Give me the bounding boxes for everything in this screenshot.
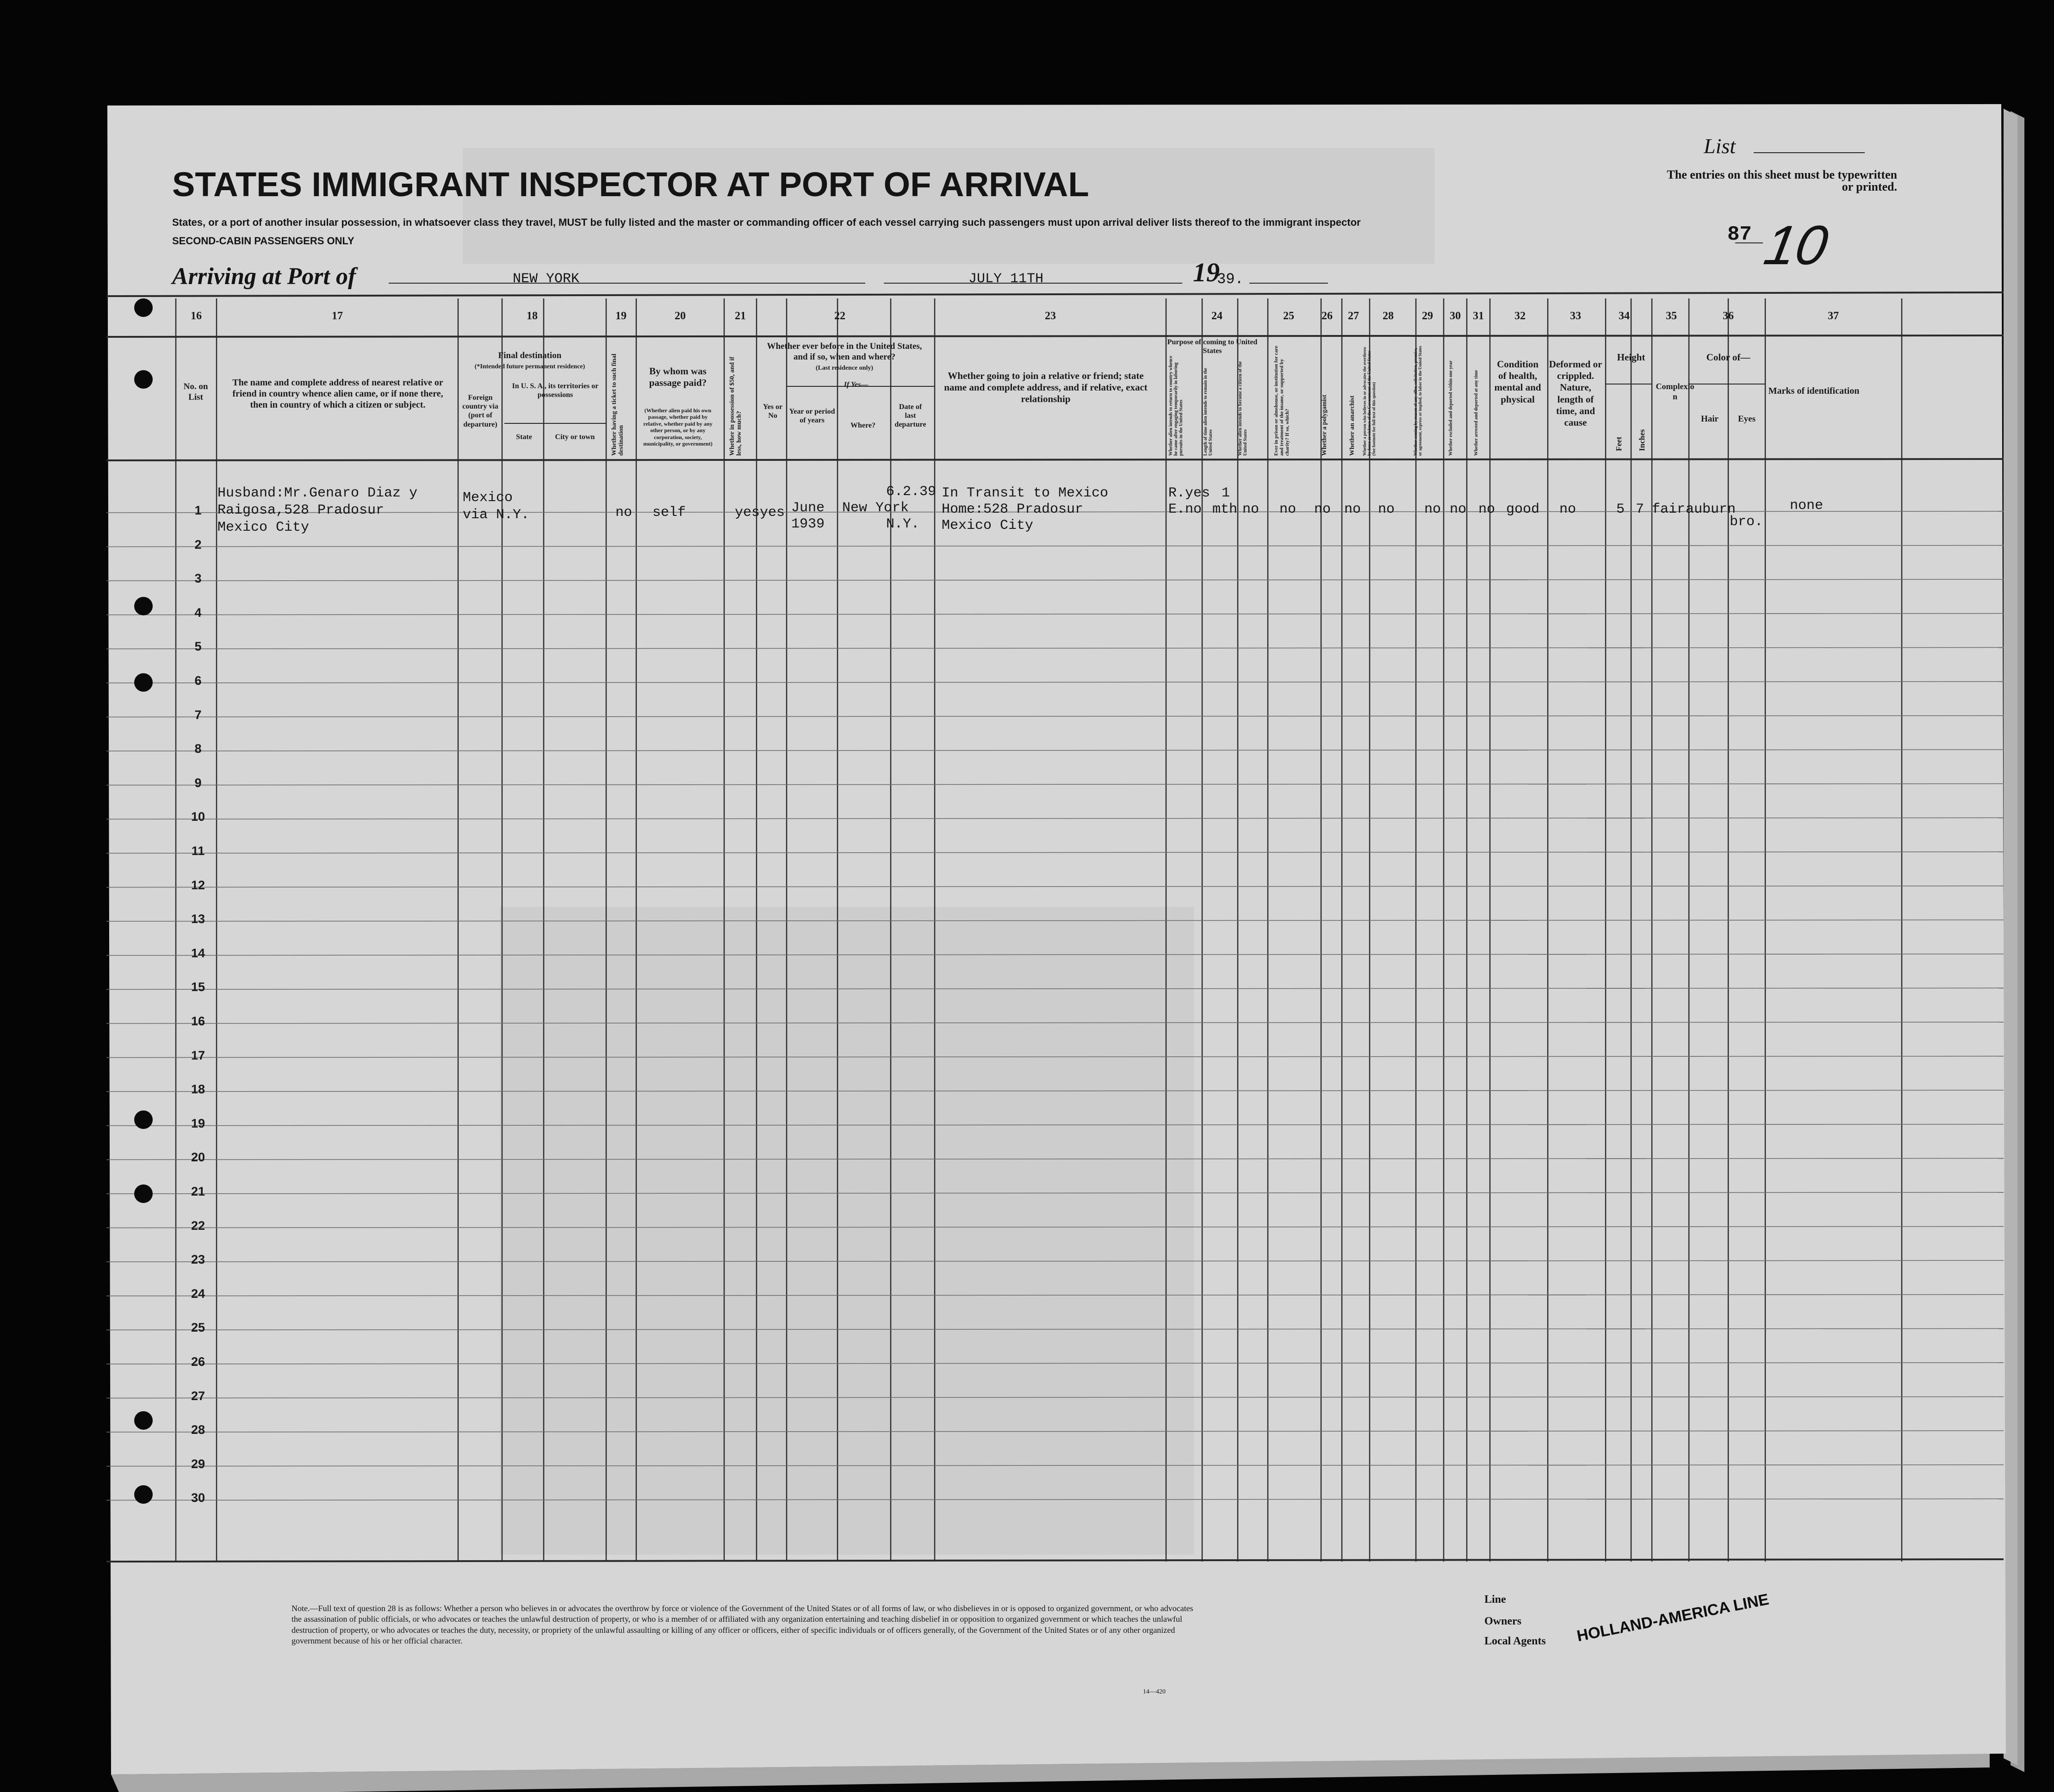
ever-before-value: yes (760, 505, 785, 521)
col36-hair-header: Hair (1701, 414, 1719, 424)
col37-header: Marks of identification (1768, 386, 1860, 396)
col19-header: Whether having a ticket to such final destination (611, 353, 625, 456)
relative-line-3: Mexico City (217, 520, 310, 535)
where-line-1: New York (842, 500, 909, 516)
row-number: 4 (194, 605, 202, 620)
year-prefix: 19 (1193, 257, 1220, 287)
line-label: Line (1484, 1594, 1506, 1606)
col27-header: Whether an anarchist (1349, 395, 1356, 456)
foreign-country-2: via N.Y. (463, 507, 530, 523)
local-agents-label: Local Agents (1484, 1635, 1546, 1647)
page-subtitle: States, or a port of another insular possession, in whatsoever class they travel, MUST be fully listed and the master or commanding officer of each vessel carrying such passengers must upon arrival deliver lists thereof to the immigrant inspector (172, 217, 1361, 228)
q29-value: no (1424, 502, 1441, 517)
col18-foreign-header: Foreign country via (port of departure) (462, 394, 498, 428)
feet-value: 5 (1616, 502, 1625, 517)
column-number: 26 (1322, 310, 1333, 322)
row-number: 15 (191, 980, 205, 994)
last-departure-value: 6.2.39 (886, 484, 937, 500)
join-line-1: In Transit to Mexico (942, 485, 1109, 501)
col24-return-header: Whether alien intends to return to country whence he came after engaging temporarily in laboring pursuits in the United States (1168, 355, 1184, 456)
col30-header: Whether excluded and deported within one year (1448, 360, 1453, 456)
punch-hole (134, 370, 153, 389)
column-number: 28 (1383, 310, 1394, 322)
row-number: 23 (191, 1253, 205, 1267)
date-value: JULY 11TH (968, 271, 1044, 287)
col23-header: Whether going to join a relative or friend; state name and complete address, and if relative, exact relationship (944, 370, 1148, 405)
column-number: 29 (1422, 310, 1433, 322)
column-number: 33 (1570, 310, 1581, 322)
row-number: 13 (191, 912, 205, 926)
marks-value: none (1790, 498, 1824, 514)
col36-title: Color of— (1706, 352, 1750, 363)
footnote: Note.—Full text of question 28 is as follows: Whether a person who believes in or advocates the overthrow by force or violence of the Government of the United States or of all forms of law, or who disbelieves in or is opposed to organized government, or who advocates the assassination of public officials, or who advocates or teaches the unlawful destruction of property, or who is a member of or affiliated with any organization entertaining and teaching disbelief in or opposition to organized government or which teaches the unlawful destruction of property, or who advocates or teaches the duty, necessity, or propriety of the unlawful assaulting or killing of any officer or officers, either of specific individuals or of officers generally, of the Government of the United States or of any other organized government because of his or her official character. (292, 1604, 1193, 1646)
col22-subtitle: (Last residence only) (815, 365, 874, 372)
column-number: 34 (1619, 310, 1630, 322)
punch-hole (134, 298, 153, 317)
join-line-2: Home:528 Pradosur (942, 502, 1084, 517)
where-line-2: N.Y. (886, 516, 920, 532)
column-number: 18 (527, 310, 538, 322)
row-number: 16 (191, 1014, 205, 1028)
column-number: 16 (191, 310, 202, 322)
row-number: 17 (191, 1048, 205, 1062)
row-number: 27 (191, 1389, 205, 1403)
row-number: 2 (194, 537, 202, 552)
col22-title: Whether ever before in the United States, and if so, when and where? (767, 341, 922, 362)
column-number: 24 (1211, 310, 1222, 322)
form-number: 14—420 (1143, 1688, 1166, 1695)
column-number: 25 (1283, 310, 1294, 322)
col22-where-header: Where? (850, 422, 875, 429)
deformed-value: no (1559, 502, 1576, 517)
col28-header: Whether a person who believes in or advocates the overthrow by force or violence of the Government of the United States (See footnote for full text of this question) (1362, 347, 1376, 456)
row-number: 28 (191, 1423, 205, 1437)
col36-eyes-header: Eyes (1738, 414, 1756, 424)
hair-value: auburn (1686, 502, 1736, 517)
line-stamp: HOLLAND-AMERICA LINE (1575, 1590, 1770, 1645)
column-number: 30 (1450, 310, 1461, 322)
column-number: 20 (675, 310, 686, 322)
q30-value: no (1450, 502, 1467, 517)
col18-subtitle: (*Intended future permanent residence) (474, 363, 585, 370)
row-number: 7 (194, 707, 202, 722)
foreign-country-1: Mexico (463, 490, 513, 506)
typewritten-note: The entries on this sheet must be typewritten or printed. (1667, 168, 1897, 193)
col18-usa-header: In U. S. A., its territories or possessions (512, 382, 599, 399)
eyes-value: bro. (1730, 514, 1763, 530)
list-label: List (1704, 134, 1736, 158)
anarchist-value: no (1344, 502, 1361, 517)
row-number: 5 (194, 639, 202, 654)
punch-hole (134, 1485, 153, 1504)
col24-citizen-header: Whether alien intends to become a citizen of the United States (1238, 361, 1248, 456)
column-number: 32 (1514, 310, 1526, 322)
sheet-number: 87 (1727, 223, 1752, 246)
period-line-2: 1939 (791, 516, 825, 532)
row-number: 22 (191, 1218, 205, 1233)
col24-title: Purpose of coming to United States (1167, 338, 1258, 355)
punch-hole (134, 1110, 153, 1129)
column-number: 19 (615, 310, 627, 322)
arriving-label: Arriving at Port of (172, 263, 356, 290)
punch-hole (134, 673, 153, 692)
column-number: 27 (1348, 310, 1359, 322)
col18-title: Final destination (498, 351, 562, 360)
row-number: 26 (191, 1355, 205, 1369)
col17-header: The name and complete address of nearest relative or friend in country whence alien came, or if none there, then in country of which a citizen or subject. (232, 378, 443, 410)
join-line-3: Mexico City (942, 518, 1034, 533)
row-number: 9 (194, 775, 202, 790)
col20-header: By whom was passage paid? (649, 366, 707, 389)
col32-header: Condition of health, mental and physical (1494, 359, 1541, 405)
length-line-1: 1 (1222, 485, 1230, 501)
cabin-class: SECOND-CABIN PASSENGERS ONLY (172, 235, 354, 247)
row-number: 3 (194, 571, 202, 586)
prison-value: no (1279, 502, 1297, 517)
polygamist-value: no (1314, 502, 1331, 517)
citizen-value: no (1242, 502, 1260, 517)
row-number: 29 (191, 1457, 205, 1471)
column-number: 22 (834, 310, 845, 322)
col31-header: Whether arrested and deported at any time (1474, 370, 1479, 456)
col21-header: Whether in possession of $50, and if less, how much? (729, 356, 743, 456)
col26-header: Whether a polygamist (1321, 395, 1328, 456)
row-number: 10 (191, 810, 205, 824)
row-number: 24 (191, 1286, 205, 1301)
col16-header: No. on List (183, 382, 208, 402)
passage-paid-value: self (652, 505, 686, 521)
purpose-line-1: R.yes (1168, 485, 1210, 501)
purpose-line-2: E.no (1168, 502, 1202, 517)
port-value: NEW YORK (513, 271, 580, 287)
year-suffix: 39. (1217, 271, 1244, 288)
complexion-value: fair (1652, 502, 1686, 517)
q28-value: no (1378, 502, 1395, 517)
row-number: 18 (191, 1082, 205, 1097)
row-number: 6 (194, 674, 202, 688)
col35-header: Complexion (1656, 382, 1694, 401)
row-number: 11 (191, 844, 205, 858)
row-number: 30 (191, 1491, 205, 1505)
health-value: good (1506, 502, 1540, 517)
row-number: 25 (191, 1321, 205, 1335)
col22-ifyes: If Yes— (844, 381, 869, 389)
relative-line-1: Husband:Mr.Genaro Diaz y (217, 485, 418, 501)
column-number: 37 (1828, 310, 1839, 322)
row-number: 19 (191, 1116, 205, 1130)
col34-feet-header: Feet (1614, 436, 1623, 451)
col22-yesno-header: Yes or No (763, 403, 783, 420)
col29-header: Whether coming by reason of any offer, solicitation, promise, or agreement, express or implied, to labor in the United States (1413, 346, 1422, 456)
row-number: 14 (191, 946, 205, 960)
column-number: 31 (1473, 310, 1484, 322)
column-number: 21 (735, 310, 746, 322)
punch-hole (134, 597, 153, 615)
relative-line-2: Raigosa,528 Pradosur (217, 502, 385, 518)
column-number: 23 (1045, 310, 1056, 322)
length-line-2: mth (1212, 502, 1238, 517)
row-number: 1 (194, 503, 202, 517)
inches-value: 7 (1636, 502, 1644, 517)
col18-city-header: City or town (555, 433, 595, 441)
column-number: 36 (1723, 310, 1734, 322)
period-line-1: June (791, 500, 825, 516)
col22-date-header: Date of last departure (894, 403, 926, 429)
column-number: 17 (332, 310, 343, 322)
col20-note: (Whether alien paid his own passage, whether paid by relative, whether paid by any other person, or by any corporation, society, municipality, or government) (643, 407, 713, 447)
col18-state-header: State (516, 433, 532, 441)
row-number: 20 (191, 1150, 205, 1165)
list-number: 10 (1760, 214, 1833, 276)
punch-hole (134, 1411, 153, 1430)
col34-title: Height (1617, 352, 1645, 363)
row-number: 8 (194, 742, 202, 756)
ticket-value: no (615, 505, 633, 521)
col24-length-header: Length of time alien intends to remain in the United States (1203, 368, 1213, 456)
col33-header: Deformed or crippled. Nature, length of time, and cause (1549, 359, 1602, 428)
fifty-dollars-value: yes (735, 505, 760, 521)
column-number: 35 (1666, 310, 1677, 322)
col25-header: Ever in prison or almshouse, or institution for care and treatment of the insane, or supported by charity? If so, which? (1273, 346, 1291, 456)
page-title: STATES IMMIGRANT INSPECTOR AT PORT OF ARRIVAL (172, 165, 1089, 204)
col34-inches-header: Inches (1638, 429, 1646, 451)
punch-hole (134, 1184, 153, 1203)
row-number: 12 (191, 878, 205, 892)
row-number: 21 (191, 1184, 205, 1198)
col22-year-header: Year or period of years (789, 408, 835, 425)
owners-label: Owners (1484, 1615, 1521, 1627)
q31-value: no (1478, 502, 1496, 517)
